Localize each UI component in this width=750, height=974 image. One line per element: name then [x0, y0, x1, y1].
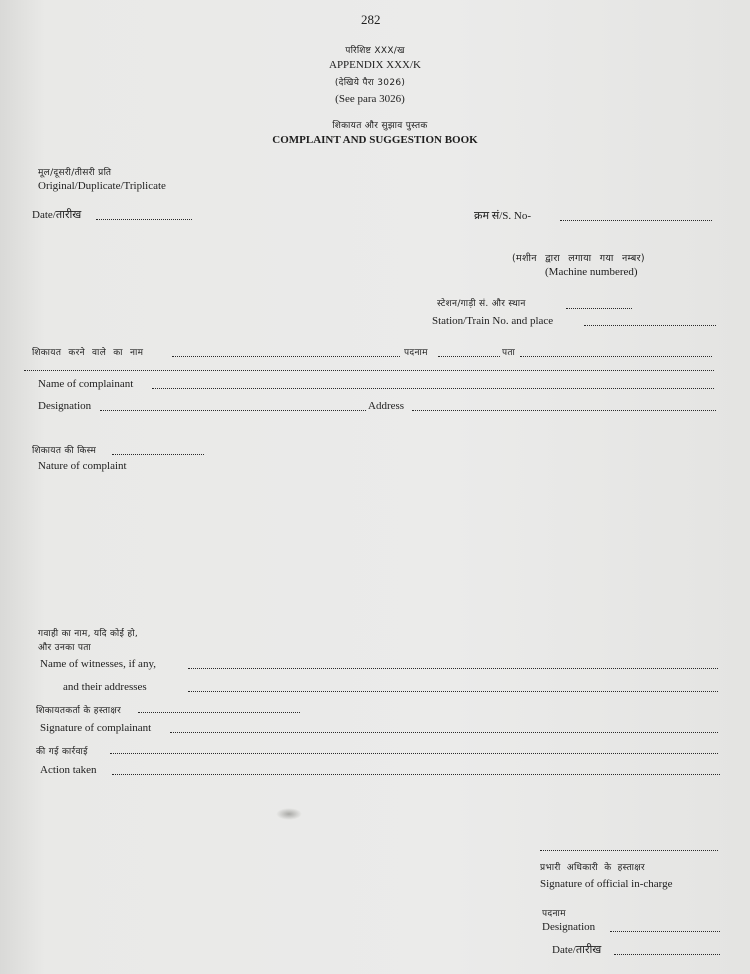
designation-hindi: पदनाम	[404, 348, 428, 358]
station-field-top[interactable]	[566, 308, 632, 309]
signature-label: Signature of complainant	[40, 722, 152, 734]
title-hindi: शिकायत और सुझाव पुस्तक	[332, 121, 428, 131]
signature-hindi: शिकायतकर्ता के हस्ताक्षर	[36, 706, 122, 716]
witness-hindi-line1: गवाही का नाम, यदि कोई हो,	[38, 629, 138, 639]
serial-note-hindi: (मशीन द्वारा लगाया गया नम्बर)	[512, 253, 645, 264]
witness-label: Name of witnesses, if any,	[40, 658, 156, 670]
complainant-name-label: Name of complainant	[38, 378, 134, 390]
address-field[interactable]	[412, 410, 716, 411]
nature-label: Nature of complaint	[38, 460, 127, 472]
witness-name-field[interactable]	[188, 668, 718, 669]
official-designation-hindi: पदनाम	[542, 909, 566, 919]
hindi-designation-field[interactable]	[438, 356, 500, 357]
hindi-address-field[interactable]	[520, 356, 712, 357]
official-date-field[interactable]	[614, 954, 720, 955]
continuation-line-1[interactable]	[24, 370, 714, 371]
witness-address-label: and their addresses	[63, 681, 147, 693]
official-date-label: Date/तारीख	[552, 944, 602, 956]
copy-type: Original/Duplicate/Triplicate	[38, 180, 166, 192]
appendix-hindi: परिशिष्ट XXX/ख	[345, 46, 405, 56]
address-label: Address	[368, 400, 405, 412]
signature-field-top[interactable]	[138, 712, 300, 713]
hindi-name-field[interactable]	[172, 356, 400, 357]
form-title: COMPLAINT AND SUGGESTION BOOK	[272, 134, 478, 146]
address-hindi: पता	[502, 348, 516, 358]
ink-smudge	[276, 808, 302, 820]
copy-type-hindi: मूल/दूसरी/तीसरी प्रति	[38, 168, 112, 178]
action-hindi: की गई कार्रवाई	[36, 747, 88, 757]
appendix-title: APPENDIX XXX/K	[329, 59, 421, 71]
serial-note: (Machine numbered)	[545, 266, 638, 278]
action-label: Action taken	[40, 764, 97, 776]
station-field[interactable]	[584, 325, 716, 326]
para-reference: (See para 3026)	[335, 93, 405, 105]
action-field-top[interactable]	[110, 753, 718, 754]
nature-hindi: शिकायत की किस्म	[32, 446, 97, 456]
official-signature-field[interactable]	[540, 850, 718, 851]
official-designation-field[interactable]	[610, 931, 720, 932]
designation-label: Designation	[38, 400, 92, 412]
date-field[interactable]	[96, 219, 192, 220]
station-hindi: स्टेशन/गाड़ी सं. और स्थान	[437, 299, 526, 309]
designation-field[interactable]	[100, 410, 366, 411]
nature-of-complaint-area[interactable]	[38, 478, 714, 618]
station-label: Station/Train No. and place	[432, 315, 554, 327]
nature-field-top[interactable]	[112, 454, 204, 455]
official-signature-label: Signature of official in-charge	[540, 878, 673, 890]
official-designation-label: Designation	[542, 921, 596, 933]
date-label: Date/तारीख	[32, 209, 82, 221]
complainant-name-field[interactable]	[152, 388, 714, 389]
complainant-name-hindi: शिकायत करने वाले का नाम	[32, 348, 144, 358]
witness-hindi-line2: और उनका पता	[38, 643, 92, 653]
signature-field[interactable]	[170, 732, 718, 733]
serial-number-label: क्रम सं/S. No-	[474, 210, 531, 222]
page-number: 282	[361, 12, 381, 27]
official-signature-hindi: प्रभारी अधिकारी के हस्ताक्षर	[540, 863, 645, 873]
para-hindi: (देखिये पैरा 3026)	[334, 78, 406, 88]
action-field[interactable]	[112, 774, 720, 775]
serial-number-field[interactable]	[560, 220, 712, 221]
witness-address-field[interactable]	[188, 691, 718, 692]
